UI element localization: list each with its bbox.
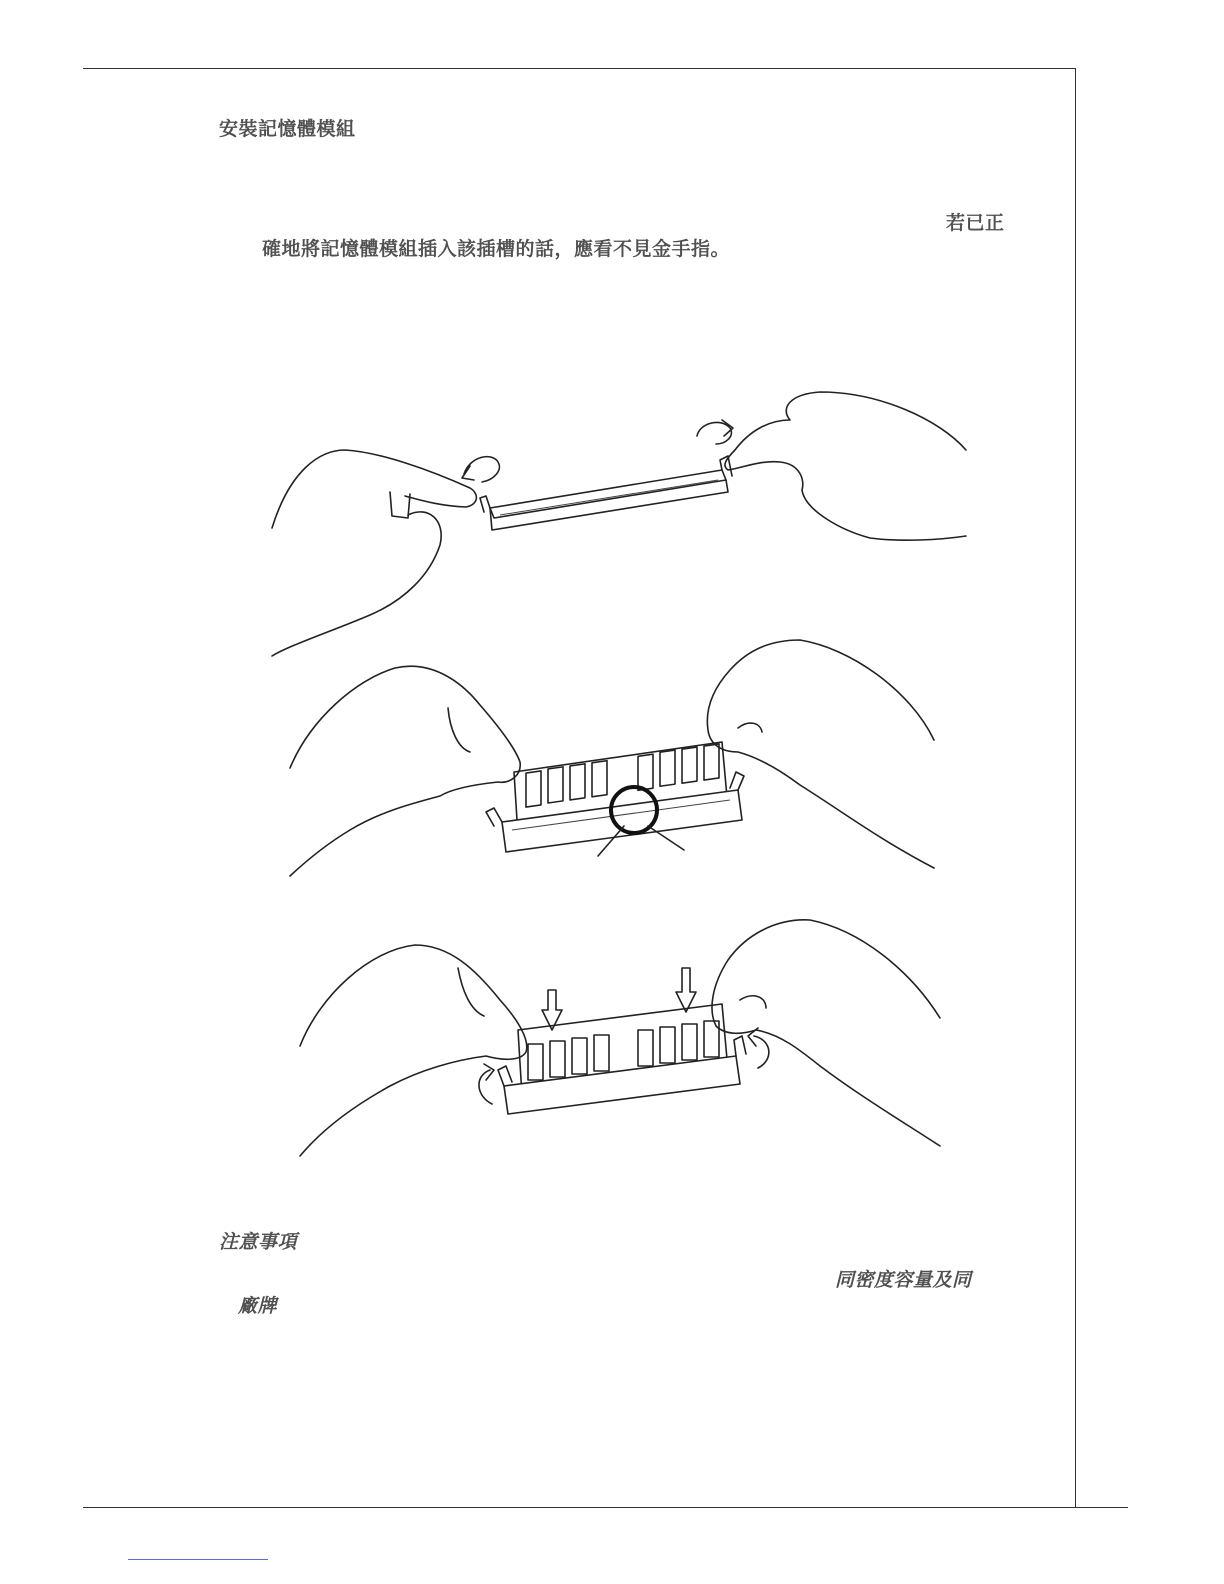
note-line-a: 同密度容量及同 — [835, 1269, 972, 1291]
instruction-line-b: 確地將記憶體模組插入該插槽的話，應看不見金手指。 — [262, 238, 731, 260]
step1-open-clips — [272, 392, 966, 656]
note-line-b: 廠牌 — [238, 1295, 278, 1317]
instruction-line-a: 若已正 — [946, 212, 1005, 234]
section-heading: 安裝記憶體模組 — [219, 118, 356, 140]
step3-press-module — [300, 920, 940, 1156]
step2-align-module — [290, 640, 934, 876]
note-title: 注意事項 — [219, 1231, 298, 1253]
